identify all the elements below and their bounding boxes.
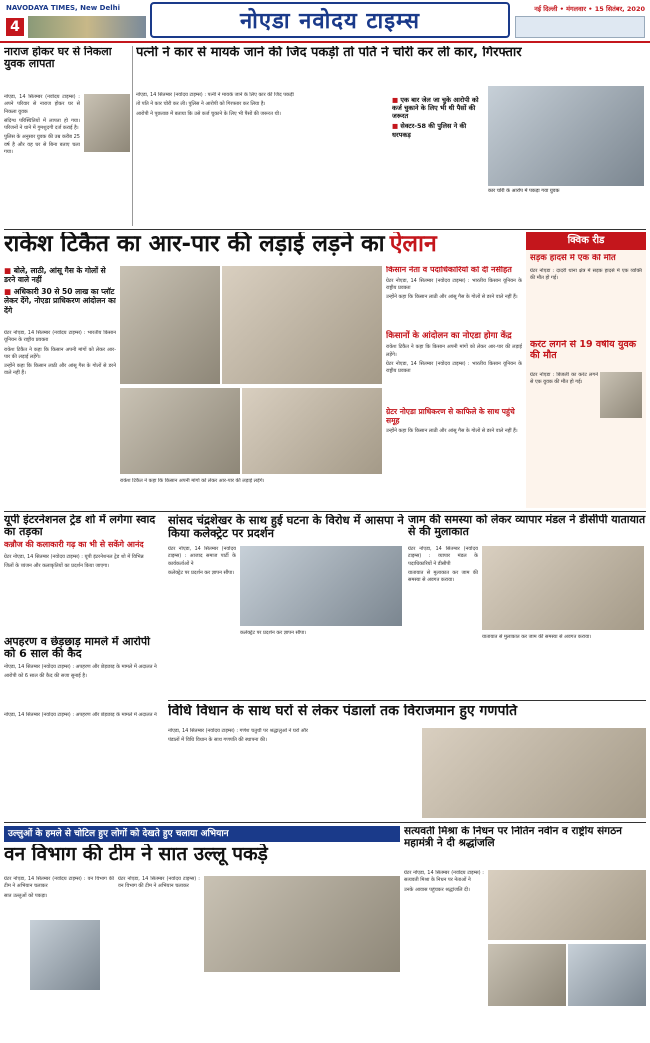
masthead-date: नई दिल्ली • मंगलवार • 15 सितंबर, 2020: [534, 5, 645, 13]
tribute-photo-2: [488, 944, 566, 1006]
story-trade-headline: यूपी इंटरनेशनल ट्रेड शो में लगेगा स्वाद का तड़का: [4, 514, 156, 539]
owl-cage-photo: [30, 920, 100, 990]
story-trade-line: ग्रेटर नोएडा, 14 सितम्बर (नवोदय टाइम्स) : यूपी इंटरनेशनल ट्रेड शो में विभिन्न: [4, 553, 144, 560]
lead-photo-caption: राकेश टिकैत ने कहा कि किसान अपनी मांगों को लेकर आर-पार की लड़ाई लड़ेंगे।: [120, 478, 265, 484]
lead-line: राकेश टिकैत ने कहा कि किसान अपनी मांगों को लेकर आर-पार की लड़ाई लड़ेंगे।: [4, 346, 116, 360]
story-ganpati-headline: विधि विधान के साथ घरों से लेकर पंडालों तक विराजमान हुए गणपति: [168, 704, 518, 719]
story-tribute-headline: सत्यवती मिश्रा के निधन पर नितिन नवीन व राष्ट्रीय संगठन महामंत्री ने दी श्रद्धांजलि: [404, 826, 623, 849]
story-trade-body: [4, 554, 164, 614]
lead-sub1-body: [386, 278, 522, 328]
story-mp-line: कलेक्ट्रेट पर प्रदर्शन कर ज्ञापन सौंपा।: [168, 569, 235, 576]
story-tribute-line: उनके आवास पहुंचकर श्रद्धांजलि दी।: [404, 886, 470, 893]
missing-youth-photo: [84, 94, 130, 152]
lead-headline-text: राकेश टिकैत का आर-पार की लड़ाई लड़ने का: [4, 232, 385, 257]
story-mp-body: [168, 546, 236, 686]
story-abduction-body-2: [4, 712, 164, 820]
section-divider: [4, 822, 646, 823]
police-arrest-photo-caption: कार चोरी के आरोप में पकड़ा गया युवक: [488, 188, 560, 194]
lead-headline-highlight: ऐलान: [389, 232, 437, 257]
bullet-icon: ■: [392, 96, 401, 104]
story-car-theft: [136, 46, 646, 228]
story-missing-youth: [4, 46, 130, 226]
story-car-theft-line: तो पति ने कार चोरी कर ली। पुलिस ने आरोपी को गिरफ्तार कर लिया है।: [136, 101, 266, 108]
story-mp-line: ग्रेटर नोएडा, 14 सितम्बर (नवोदय टाइम्स) : आजाद समाज पार्टी के कार्यकर्ताओं ने: [168, 546, 236, 567]
forest-team-photo: [204, 876, 400, 972]
story-abduction-body: [4, 664, 164, 704]
tribute-photo-3: [568, 944, 646, 1006]
story-missing-youth-line: पुलिस के अनुसार युवक की उम्र करीब 25 वर्ष है और वह घर से बिना बताए चला गया।: [4, 134, 80, 155]
story-missing-youth-line: संदिग्ध परिस्थितियों में लापता हो गया। परिजनों ने थाने में गुमशुदगी दर्ज कराई है।: [4, 117, 80, 131]
story-abduction-line: नोएडा, 14 सितम्बर (नवोदय टाइम्स) : अपहरण और छेड़छाड़ के मामले में अदालत ने: [4, 663, 157, 670]
story-owl-kicker: उल्लुओं के हमले से चोटिल हुए लोगों को देखते हुए चलाया अभियान: [4, 826, 400, 842]
story-jam-headline: जाम की समस्या को लेकर व्यापार मंडल ने डीसीपी यातायात से की मुलाकात: [408, 514, 646, 539]
story-owl-line: ग्रेटर नोएडा, 14 सितम्बर (नवोदय टाइम्स) : वन विभाग की टीम ने अभियान चलाकर: [4, 876, 114, 890]
story-tribute-body: [404, 870, 484, 1016]
lead-bullet: अधिकारी 30 से 50 लाख का प्लॉट लेकर देंगे, नोएडा प्राधिकरण आंदोलन का देंगे: [4, 286, 116, 315]
story-ganpati-headline-box: [168, 704, 646, 724]
lead-sub3-body: [386, 428, 522, 468]
story-missing-youth-line: नोएडा, 14 सितम्बर (नवोदय टाइम्स) : अपने परिवार से नाराज होकर घर से निकला युवक: [4, 94, 80, 115]
masthead: [0, 0, 650, 40]
story-mp-protest: [168, 514, 404, 694]
story-car-theft-line: नोएडा, 14 सितम्बर (नवोदय टाइम्स) : पत्नी ने मायके जाने के लिए कार की जिद पकड़ी: [136, 92, 294, 98]
column-divider: [132, 46, 133, 226]
masthead-title: [150, 2, 510, 38]
story-tribute-line: ग्रेटर नोएडा, 14 सितम्बर (नवोदय टाइम्स) : सत्यवती मिश्रा के निधन पर नेताओं ने: [404, 870, 484, 884]
tribute-photo-1: [488, 870, 646, 940]
protest-photo: [240, 546, 402, 626]
story-abduction: [4, 636, 164, 708]
story-ganpati-line: पंडालों में विधि विधान के साथ गणपति की स्थापना की।: [168, 737, 267, 744]
police-arrest-photo: [488, 86, 644, 186]
story-owl-line: ग्रेटर नोएडा, 14 सितम्बर (नवोदय टाइम्स) : वन विभाग की टीम ने अभियान चलाकर: [118, 876, 200, 890]
lead-photo-1: [120, 266, 220, 384]
lead-sub3: ग्रेटर नोएडा प्राधिकरण से काफिले के साथ पहुंचे समूह: [386, 407, 515, 425]
masthead-ad-image: [515, 16, 645, 38]
quick-read-item1: सड़क हादसे में एक की मौत: [530, 254, 616, 263]
lead-sub3-line: उन्होंने कहा कि किसान लाठी और आंसू गैस के गोलों से डरने वाले नहीं हैं।: [386, 428, 518, 435]
story-jam-body-2: [482, 634, 644, 692]
story-car-theft-bullets: [392, 96, 484, 196]
section-divider: [168, 700, 646, 701]
quick-read-item1-text: ग्रेटर नोएडा : दादरी थाना क्षेत्र में सड़क हादसे में एक व्यक्ति की मौत हो गई।: [530, 268, 642, 282]
story-tribute-headline-box: [404, 826, 646, 866]
lead-sub1: किसान नेता व पदाधिकारियों को दी नसीहत: [386, 266, 512, 274]
story-mp-line: कलेक्ट्रेट पर प्रदर्शन कर ज्ञापन सौंपा।: [240, 630, 307, 636]
lead-sub2-body: [386, 344, 522, 404]
lead-sub1-line: ग्रेटर नोएडा, 14 सितम्बर (नवोदय टाइम्स) : भारतीय किसान यूनियन के राष्ट्रीय प्रवक्ता: [386, 277, 522, 292]
story-car-theft-bullet: सेक्टर-58 की पुलिस ने की धरपकड़: [392, 122, 467, 139]
masthead-title-text: नोएडा नवोदय टाइम्स: [239, 8, 421, 34]
page-number: 4: [6, 18, 24, 36]
bullet-icon: ■: [392, 122, 401, 131]
story-car-theft-body: [136, 92, 386, 226]
story-mp-headline: सांसद चंद्रशेखर के साथ हुई घटना के विरोध में आसपा ने किया कलेक्ट्रेट पर प्रदर्शन: [168, 514, 404, 540]
quick-read-item2-text: ग्रेटर नोएडा : बिजली का करंट लगने से एक युवक की मौत हो गई।: [530, 372, 598, 386]
story-owl-headline: वन विभाग की टीम ने सात उल्लू पकड़े: [4, 844, 268, 865]
bullet-icon: ■: [4, 266, 14, 275]
story-owl-body-2: [118, 876, 200, 1036]
story-trade-show: [4, 514, 164, 634]
story-jam-line: यातायात से मुलाकात कर जाम की समस्या से अवगत कराया।: [408, 569, 478, 583]
story-jam-line: यातायात से मुलाकात कर जाम की समस्या से अवगत कराया।: [482, 634, 592, 640]
story-missing-youth-headline: नाराज होकर घर से निकला युवक लापता: [4, 46, 112, 71]
section-divider: [4, 511, 646, 512]
quick-read-title: क्विक रीड: [526, 232, 646, 250]
quick-read-panel: [526, 232, 646, 508]
masthead-rule: [0, 41, 650, 43]
story-trade-line: जिलों के व्यंजन और कलाकृतियों का प्रदर्शन किया जाएगा।: [4, 562, 110, 569]
story-abduction-headline: अपहरण व छेड़छाड़ मामले में आरोपी को 6 साल की कैद: [4, 636, 150, 661]
lead-bullet: बोले, लाठी, आंसू गैस के गोलों से डरने वाले नहीं: [4, 266, 106, 285]
lead-photo-4: [242, 388, 382, 474]
quick-read-photo: [600, 372, 642, 418]
lead-subsection: [386, 266, 522, 506]
ganpati-photo: [422, 728, 646, 818]
lead-headline: [4, 232, 504, 262]
section-divider: [4, 229, 646, 230]
lead-photo-2: [222, 266, 382, 384]
story-mp-body-2: [240, 630, 402, 690]
story-abduction-line: आरोपी को 6 साल की कैद की सजा सुनाई है।: [4, 672, 87, 679]
story-abduction-line: नोएडा, 14 सितम्बर (नवोदय टाइम्स) : अपहरण और छेड़छाड़ के मामले में अदालत ने: [4, 712, 157, 718]
story-ganpati-body: [168, 728, 418, 818]
lead-line: ग्रेटर नोएडा, 14 सितम्बर (नवोदय टाइम्स) : भारतीय किसान यूनियन के राष्ट्रीय प्रवक्ता: [4, 330, 116, 344]
masthead-decoration-image: [28, 16, 146, 38]
lead-photo-3: [120, 388, 240, 474]
quick-read-item1-body: [530, 268, 642, 338]
lead-body: [4, 330, 116, 500]
masthead-brand: NAVODAYA TIMES, New Delhi: [6, 4, 120, 12]
lead-sub2-line: राकेश टिकैत ने कहा कि किसान अपनी मांगों को लेकर आर-पार की लड़ाई लड़ेंगे।: [386, 344, 522, 358]
lead-bullets: [4, 266, 116, 326]
bullet-icon: ■: [4, 286, 14, 296]
story-car-theft-bullet: एक बार जेल जा चुके आरोपी को कर्ज चुकाने के लिए भी थी पैसों की जरूरत: [392, 96, 479, 121]
lead-line: उन्होंने कहा कि किसान लाठी और आंसू गैस के गोलों से डरने वाले नहीं हैं।: [4, 363, 116, 377]
quick-read-item2-body: [530, 372, 598, 502]
story-jam-body: [408, 546, 478, 686]
story-ganpati-line: नोएडा, 14 सितम्बर (नवोदय टाइम्स) : गणेश चतुर्थी पर श्रद्धालुओं ने घरों और: [168, 728, 308, 734]
story-car-theft-line: आरोपी ने पूछताछ में बताया कि उसे कर्ज चुकाने के लिए भी पैसों की जरूरत थी।: [136, 110, 281, 117]
lead-photo-caption-text: [120, 478, 382, 506]
meeting-photo: [482, 546, 644, 630]
lead-sub2-line: ग्रेटर नोएडा, 14 सितम्बर (नवोदय टाइम्स) : भारतीय किसान यूनियन के राष्ट्रीय प्रवक्ता: [386, 360, 522, 375]
story-missing-youth-body: [4, 94, 80, 224]
story-owl-line: सात उल्लुओं को पकड़ा।: [4, 892, 48, 899]
story-traffic-jam: [408, 514, 646, 696]
lead-sub1-line: उन्होंने कहा कि किसान लाठी और आंसू गैस के गोलों से डरने वाले नहीं हैं।: [386, 294, 518, 301]
story-trade-subhead: कन्नौज की कलाकारी गढ़ का भी से सकेंगे आनंद: [4, 539, 144, 549]
story-car-theft-headline: पत्नी ने कार से मायके जाने की जिद पकड़ी तो पति ने चोरी कर ली कार, गिरफ्तार: [136, 46, 522, 60]
story-jam-line: ग्रेटर नोएडा, 14 सितम्बर (नवोदय टाइम्स) : व्यापार मंडल के पदाधिकारियों ने डीसीपी: [408, 546, 478, 567]
lead-sub2: किसानों के आंदोलन का नोएडा होगा केंद्र: [386, 330, 512, 341]
quick-read-item2: करंट लगने से 19 वर्षीय युवक की मौत: [530, 340, 637, 361]
